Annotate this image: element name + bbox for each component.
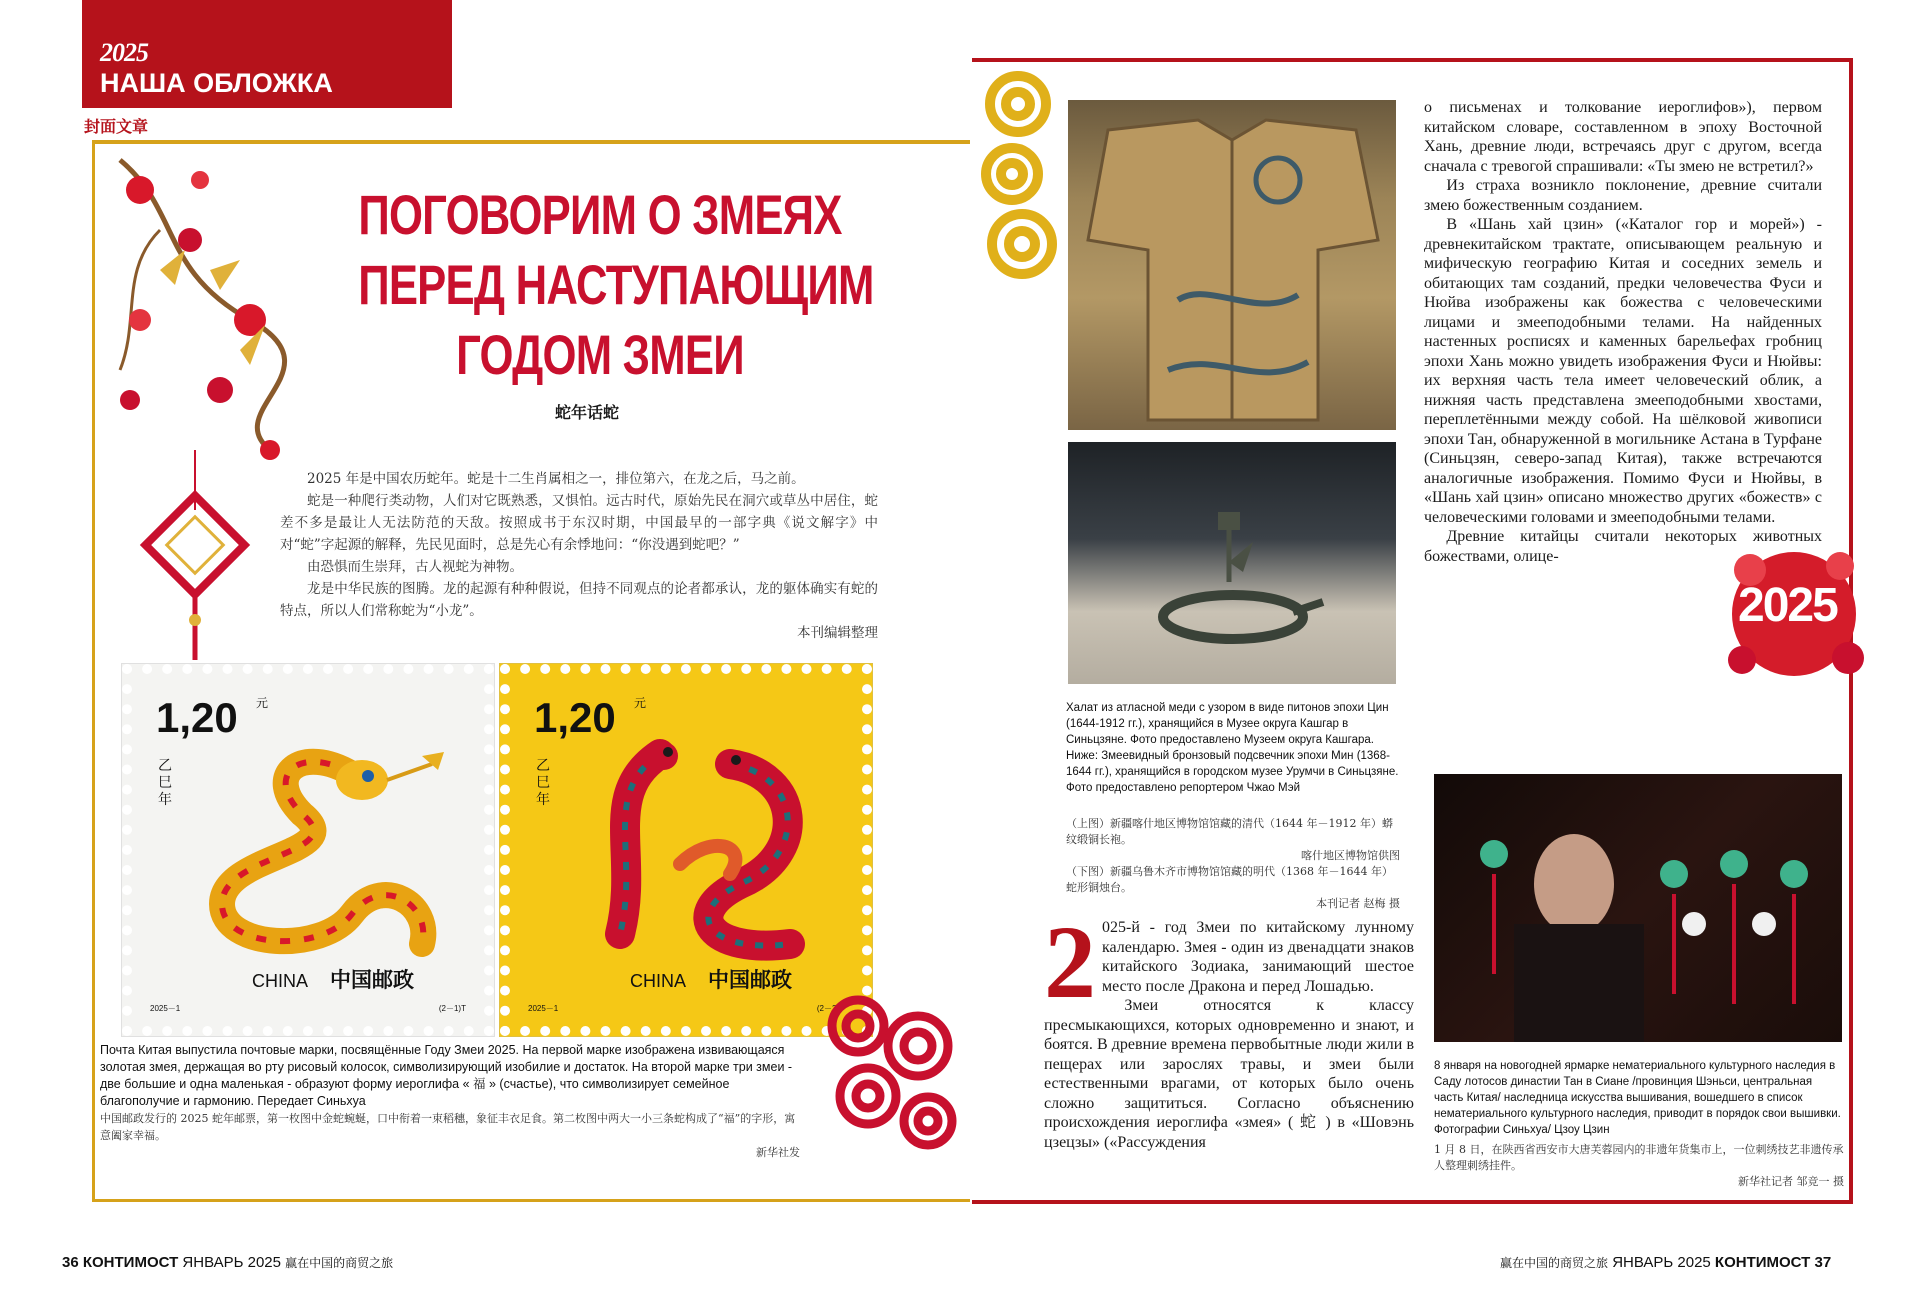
stamp-currency: 元 (634, 696, 647, 710)
issue-date: ЯНВАРЬ 2025 (1612, 1254, 1711, 1271)
stamp-caption-cn (100, 1110, 800, 1161)
stamp-price: 1,20 (534, 694, 616, 741)
body-paragraph: В «Шань хай цзин» («Каталог гор и морей») - древнекитайском трактате, описывающем реальную и мифическую географию Китая и соседних земель и обитающих там созданий, предки человечества Фуси и Нюйва изображены как божества с человеческими лицами и змееподобными телами. На найденных настенных росписях и каменных барельефах гробниц эпохи Хань можно увидеть изображения Фуси и Нюйвы: их верхняя часть тела имеет человеческий облик, а нижняя часть представлена змееподобными хвостами, переплетёнными между собой. На шёлковой живописи эпохи Тан, обнаруженной в могильнике Астана в Турфане (Синьцзян, северо-запад Китая), также встречаются аналогичные изображения. Помимо Фуси и Нюйвы, в «Шань хай цзин» описано множество других «божеств» с человеческими головами и змееподобными телами. (1424, 216, 1822, 526)
caption-cn-signature: 喀什地区博物馆供图 (1301, 849, 1400, 862)
stamp-three-snakes (500, 664, 872, 1036)
title-line: ПОГОВОРИМ О ЗМЕЯХ (358, 183, 842, 246)
stamp-golden-snake (122, 664, 494, 1036)
caption-cn-line: （上图）新疆喀什地区博物馆馆藏的清代（1644 年－1912 年）蟒纹缎铜长袍。 (1066, 817, 1393, 846)
article-title (358, 180, 874, 390)
candlestick-image (1068, 442, 1396, 684)
photo-snake-candlestick (1068, 442, 1396, 684)
magazine-name: КОНТИМОСТ (82, 1254, 179, 1271)
cloud-ornament (818, 986, 966, 1156)
museum-photos-caption-ru: Халат из атласной меди с узором в виде питонов эпохи Цин (1644-1912 гг.), хранящийся в Музее округа Кашгар в Синьцзяне. Фото предоставлено Музеем округа Кашгара. Ниже: Змеевидный бронзовый подсвечник эпохи Мин (1368-1644 гг.), хранящийся в городском музее Урумчи в Синьцзяне. Фото предоставлено репортером Чжао Мэй (1066, 702, 1399, 794)
body-paragraph: Из страха возникло поклонение, древние считали змею божественным созданием. (1424, 177, 1822, 214)
title-line: ПЕРЕД НАСТУПАЮЩИМ (358, 253, 874, 316)
magazine-slogan-cn: 赢在中国的商贸之旅 (1500, 1256, 1609, 1270)
museum-photos-caption-cn (1066, 816, 1400, 912)
article-body-start (1044, 905, 1414, 1152)
issue-date: ЯНВАРЬ 2025 (182, 1254, 281, 1271)
photo-embroidery-fair (1434, 774, 1842, 1042)
intro-paragraph: 龙是中华民族的图腾。龙的起源有种种假说，但持不同观点的论者都承认，龙的躯体确实有蛇的特点，所以人们常称蛇为“小龙”。 (280, 581, 878, 619)
stamp-caption-cn-text: 中国邮政发行的 2025 蛇年邮票，第一枚图中金蛇蜿蜒，口中衔着一束稻穗，象征丰衣足食。第二枚图中两大一小三条蛇构成了“福”的字形，寓意阖家幸福。 (100, 1112, 796, 1142)
badge-year: 2025 (1738, 579, 1837, 632)
magazine-name: КОНТИМОСТ (1714, 1254, 1811, 1271)
stamp-series-code: 2025－1 (150, 1004, 181, 1013)
section-banner (82, 0, 452, 108)
gold-frame-bottom (92, 1199, 970, 1202)
stamp-issuer: 中国邮政 (330, 968, 414, 992)
gold-frame-left (92, 140, 95, 1202)
stamp-caption-ru: Почта Китая выпустила почтовые марки, посвящённые Году Змеи 2025. На первой марке изображена извивающаяся золотая змея, держащая во рту рисовый колосок, символизирующий изобилие и достаток. На второй марке три змеи - две большие и одна маленькая - образуют форму иероглифа « 福 » (счастье), что символизирует семейное благополучие и гармонию. Передает Синьхуа (100, 1043, 793, 1108)
embroidery-fair-image (1434, 774, 1842, 1042)
fair-caption-cn-signature: 新华社记者 邹竞一 摄 (1738, 1175, 1844, 1188)
intro-signature: 本刊编辑整理 (797, 625, 878, 641)
footer-right (1500, 1254, 1831, 1271)
body-paragraph: 025-й - год Змеи по китайскому лунному календарю. Змея - один из двенадцати знаков китайского Зодиака, занимающий шестое место после Дракона и перед Лошадью. (1102, 919, 1414, 995)
section-title: НАША ОБЛОЖКА (100, 68, 333, 98)
stamp-number: (2－2)T (816, 1004, 844, 1013)
intro-paragraph: 蛇是一种爬行类动物，人们对它既熟悉，又惧怕。远古时代，原始先民在洞穴或草丛中居住，蛇差不多是最让人无法防范的天敌。按照成书于东汉时期，中国最早的一部字典《说文解字》中对“蛇”字起源的解释，先民见面时，总是先心有余悸地问：“你没遇到蛇吧？” (280, 493, 878, 553)
three-snakes-illustration (560, 734, 850, 964)
gold-frame-top (92, 140, 970, 144)
stamp-year-cn: 乙巳年 (158, 758, 172, 808)
body-paragraph: Змеи относятся к классу пресмыкающихся, которых одновременно и знают, и боятся. В древние времена первобытные люди жили в пещерах или зарослях травы, и змеи были естественными врагами, от которых было очень сложно защититься. Согласно объяснению происхождения иероглифа «змея» ( 蛇 ) в «Шовэнь цзецзы» («Рассуждения (1044, 997, 1414, 1151)
stamp-series-code: 2025－1 (528, 1004, 559, 1013)
red-frame-top (972, 58, 1852, 62)
year-2025-badge (1720, 540, 1868, 688)
stamp-country: CHINA (252, 971, 309, 991)
body-paragraph: Древние китайцы считали некоторых животных божествами, олице- (1424, 528, 1822, 565)
page-number: 37 (1814, 1254, 1832, 1271)
stamp-number: (2－1)T (438, 1004, 466, 1013)
magazine-slogan-cn: 赢在中国的商贸之旅 (285, 1256, 394, 1270)
stamp-caption-cn-signature: 新华社发 (756, 1146, 800, 1159)
stamp-currency: 元 (256, 696, 269, 710)
fair-photo-caption-cn (1434, 1142, 1844, 1190)
chinese-intro (280, 468, 878, 644)
article-subtitle-cn: 蛇年话蛇 (555, 403, 620, 422)
title-line: ГОДОМ ЗМЕИ (456, 323, 744, 386)
red-frame-bottom (972, 1200, 1852, 1204)
gold-cloud-ornament (972, 64, 1064, 294)
caption-cn-signature: 本刊记者 赵梅 摄 (1316, 897, 1400, 910)
robe-image (1068, 100, 1396, 430)
page-number: 36 (62, 1254, 79, 1271)
section-title-cn: 封面文章 (84, 117, 149, 136)
body-paragraph: о письменах и толкование иероглифов»), первом китайском словаре, составленном в эпоху Восточной Хань, древние люди, встречаясь друг с другом, всегда сначала с тревогой спрашивали: «Ты змею не встретил?» (1424, 99, 1822, 175)
stamp-issuer: 中国邮政 (708, 968, 792, 992)
photo-qing-robe (1068, 100, 1396, 430)
golden-snake-illustration (182, 734, 472, 964)
banner-year: 2025 (100, 38, 148, 67)
intro-paragraph: 由恐惧而生崇拜，古人视蛇为神物。 (307, 559, 523, 575)
stamp-country: CHINA (630, 971, 687, 991)
intro-paragraph: 2025 年是中国农历蛇年。蛇是十二生肖属相之一，排位第六，在龙之后，马之前。 (307, 471, 805, 487)
fair-caption-cn-text: 1 月 8 日，在陕西省西安市大唐芙蓉园内的非遗年货集市上，一位刺绣技艺非遗传承人整理刺绣挂件。 (1434, 1143, 1844, 1172)
footer-left (62, 1254, 393, 1271)
stamp-price: 1,20 (156, 694, 238, 741)
drop-cap: 2 (1044, 905, 1096, 1020)
article-body-continued (1424, 98, 1822, 566)
plum-blossom-decoration (100, 150, 290, 670)
caption-cn-line: （下图）新疆乌鲁木齐市博物馆馆藏的明代（1368 年－1644 年）蛇形铜烛台。 (1066, 865, 1393, 894)
fair-photo-caption-ru: 8 января на новогодней ярмарке нематериального культурного наследия в Саду лотосов династии Тан в Сиане /провинция Шэньси, центральная часть Китая/ наследница искусства вышивания, вошедшего в список нематериального культурного наследия, приводит в порядок свои вышивки. Фотографии Синьхуа/ Цзоу Цзин (1434, 1060, 1841, 1136)
stamp-year-cn: 乙巳年 (536, 758, 550, 808)
